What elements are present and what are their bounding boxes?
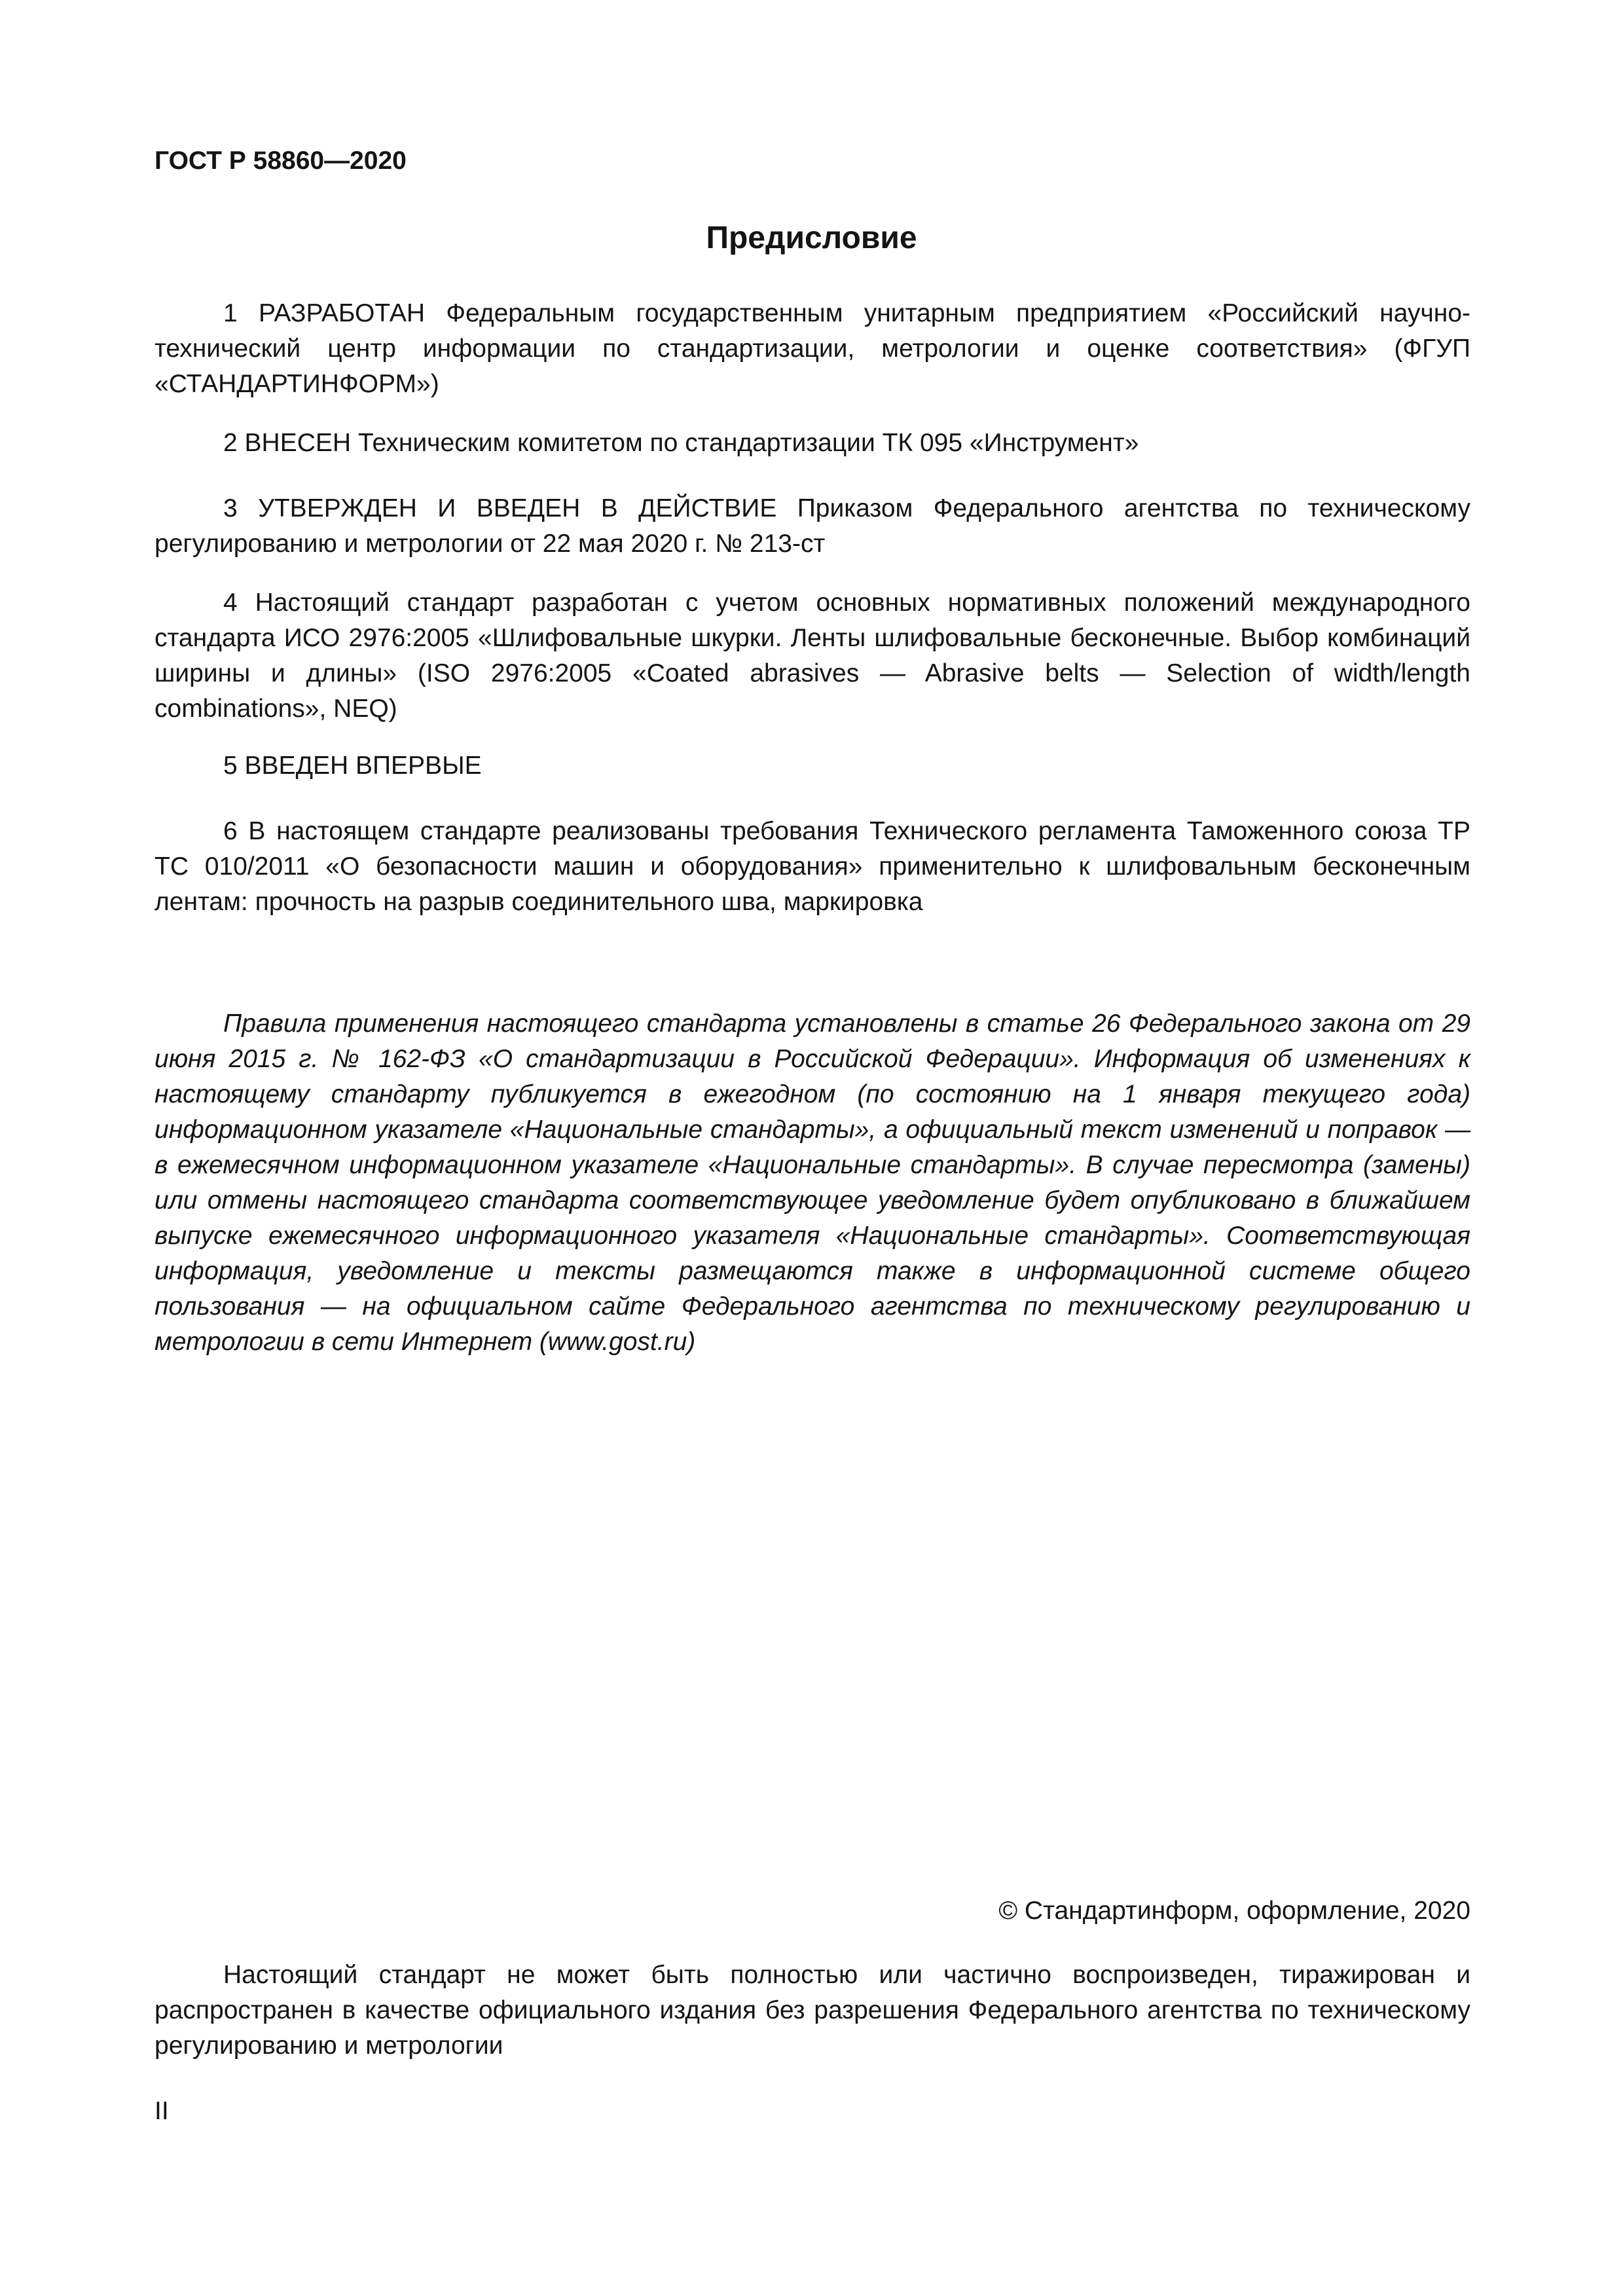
copyright-line: © Стандартинформ, оформление, 2020 bbox=[998, 1897, 1470, 1925]
preface-item-2: 2 ВНЕСЕН Техническим комитетом по стандартизации ТК 095 «Инструмент» bbox=[223, 429, 1139, 457]
document-code: ГОСТ Р 58860—2020 bbox=[155, 147, 407, 175]
preface-item-3: 3 УТВЕРЖДЕН И ВВЕДЕН В ДЕЙСТВИЕ Приказом Федерального агентства по техническому регулированию и метрологии от 22 мая 2020 г. № 213-ст bbox=[155, 494, 1470, 558]
page-number: II bbox=[155, 2097, 169, 2125]
reproduction-notice: Настоящий стандарт не может быть полностью или частично воспроизведен, тиражирован и распространен в качестве официального издания без разрешения Федерального агентства по техническому регулированию и метрологии bbox=[155, 1961, 1470, 2060]
rules-notice: Правила применения настоящего стандарта установлены в статье 26 Федерального закона от 29 июня 2015 г. № 162-ФЗ «О стандартизации в Российской Федерации». Информация об изменениях к настоящему стандарту публикуется в ежегодном (по состоянию на 1 января текущего года) информационном указателе «Национальные стандарты», а официальный текст изменений и поправок — в ежемесячном информационном указателе «Национальные стандарты». В случае пересмотра (замены) или отмены настоящего стандарта соответствующее уведомление будет опубликовано в ближайшем выпуске ежемесячного информационного указателя «Национальные стандарты». Соответствующая информация, уведомление и тексты размещаются также в информационной системе общего пользования — на официальном сайте Федерального агентства по техническому регулированию и метрологии в сети Интернет (www.gost.ru) bbox=[155, 1010, 1470, 1356]
preface-item-4: 4 Настоящий стандарт разработан с учетом основных нормативных положений международного стандарта ИСО 2976:2005 «Шлифовальные шкурки. Ленты шлифовальные бесконечные. Выбор комбинаций ширины и длины» (ISO 2976:2005 «Coated abrasives — Abrasive belts — Selection of width/length combinations», NEQ) bbox=[155, 589, 1470, 723]
preface-item-1: 1 РАЗРАБОТАН Федеральным государственным унитарным предприятием «Российский научно-технический центр информации по стандартизации, метрологии и оценке соответствия» (ФГУП «СТАНДАРТИНФОРМ») bbox=[155, 299, 1470, 398]
preface-item-6: 6 В настоящем стандарте реализованы требования Технического регламента Таможенного союза ТР ТС 010/2011 «О безопасности машин и оборудования» применительно к шлифовальным бесконечным лентам: прочность на разрыв соединительного шва, маркировка bbox=[155, 817, 1470, 916]
preface-item-5: 5 ВВЕДЕН ВПЕРВЫЕ bbox=[223, 752, 482, 780]
page-title: Предисловие bbox=[706, 221, 917, 255]
